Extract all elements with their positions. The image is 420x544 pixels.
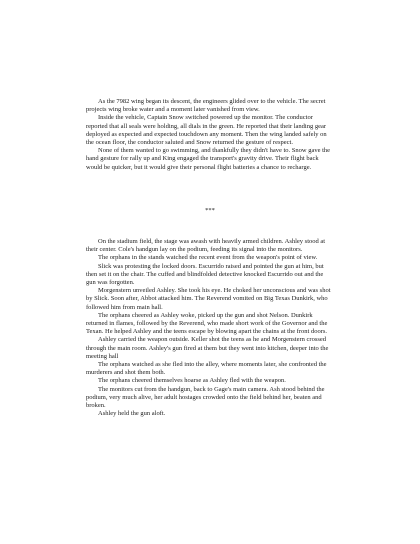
paragraph: The orphans cheered themselves hoarse as Ashley fled with the weapon. [98, 377, 286, 385]
paragraph: The orphans in the stands watched the recent event from the weapon's point of view. [98, 254, 318, 262]
paragraph: The monitors cut from the handgun, back to Gage's main camera. Ash stood behind the podium, very much alive, her adult hostages crowded onto the field behind her, beaten and broken. [86, 385, 325, 410]
paragraph: Ashley carried the weapon outside. Keller shot the teens as he and Morgenstern crossed through the main room. Ashley's gun fired at them but they went into kitchen, deeper into the meeting hall [86, 336, 329, 360]
paragraph: The orphans cheered as Ashley woke, picked up the gun and shot Nelson. Dunkirk returned in flames, followed by the Reverend, who made short work of the Governor and the Texan. He helped Ashley and the teens escape by blowing apart the chains at the front doors. [86, 311, 328, 336]
paragraph: As the 7982 wing began its descent, the engineers glided over to the vehicle. The secret projects wing broke water and a moment later vanished from view. [86, 98, 326, 114]
paragraph: Slick was protesting the locked doors. Escurrido raised and pointed the gun at him, but then set it on the chair. The cuffed and blindfolded detective knocked Escurrido out and the gun was forgotten. [86, 262, 324, 287]
scene-break: *** [205, 207, 215, 214]
paragraph: The orphans watched as she fled into the alley, where moments later, she confronted the murderers and shot them both. [86, 361, 327, 377]
section-one [86, 98, 334, 172]
paragraph: Morgenstern unveiled Ashley. She took his eye. He choked her unconscious and was shot by Slick. Soon after, Abbot attacked him. The Reverend vomited on Big Texas Dunkirk, who followed him from main hall. [86, 287, 331, 311]
paragraph: Inside the vehicle, Captain Snow switched powered up the monitor. The conductor reported that all seals were holding, all dials in the green. He reported that their landing gear deployed as expected and expected touchdown any moment. Then the wing landed safely on the ocean floor, the conductor saluted and Snow returned the gesture of respect. [86, 114, 327, 147]
paragraph: On the stadium field, the stage was awash with heavily armed children. Ashley stood at their center. Cole's handgun lay on the podium, feeding its signal into the monitors. [86, 238, 326, 254]
paragraph: None of them wanted to go swimming, and thankfully they didn't have to. Snow gave the hand gesture for rally up and King engaged the transport's gravity drive. Their flight back would be quicker, but it would give their personal flight batteries a chance to recharge. [86, 147, 331, 171]
paragraph: Ashley held the gun aloft. [98, 410, 166, 418]
section-two [86, 238, 334, 418]
